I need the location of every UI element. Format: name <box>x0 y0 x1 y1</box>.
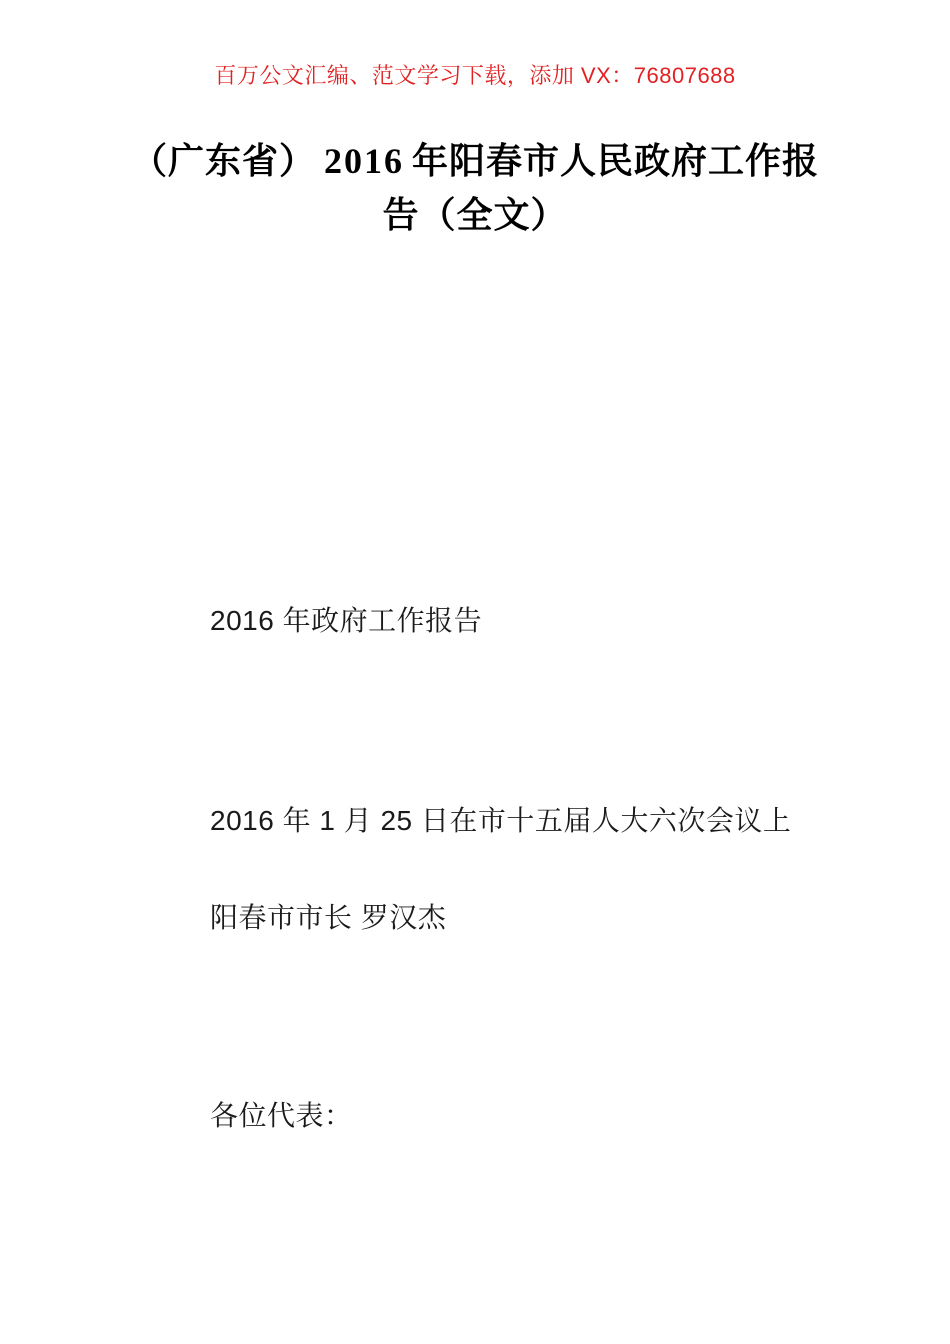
watermark-notice: 百万公文汇编、范文学习下载，添加 VX：76807688 <box>214 63 736 88</box>
title-line-1 <box>131 140 819 181</box>
title-suffix: 年阳春市人民政府工作报 <box>412 140 820 181</box>
document-title <box>70 134 880 242</box>
paragraph-session-info: 2016 年 1 月 25 日在市十五届人大六次会议上 <box>210 805 792 836</box>
paragraph-report-heading: 2016 年政府工作报告 <box>210 605 483 636</box>
paragraph-mayor-name: 阳春市市长 罗汉杰 <box>210 902 447 933</box>
title-prefix: （广东省） <box>130 140 316 181</box>
paragraph-salutation: 各位代表： <box>210 1100 353 1131</box>
title-year-number: 2016 <box>324 141 404 181</box>
title-line-2: 告（全文） <box>382 194 568 235</box>
